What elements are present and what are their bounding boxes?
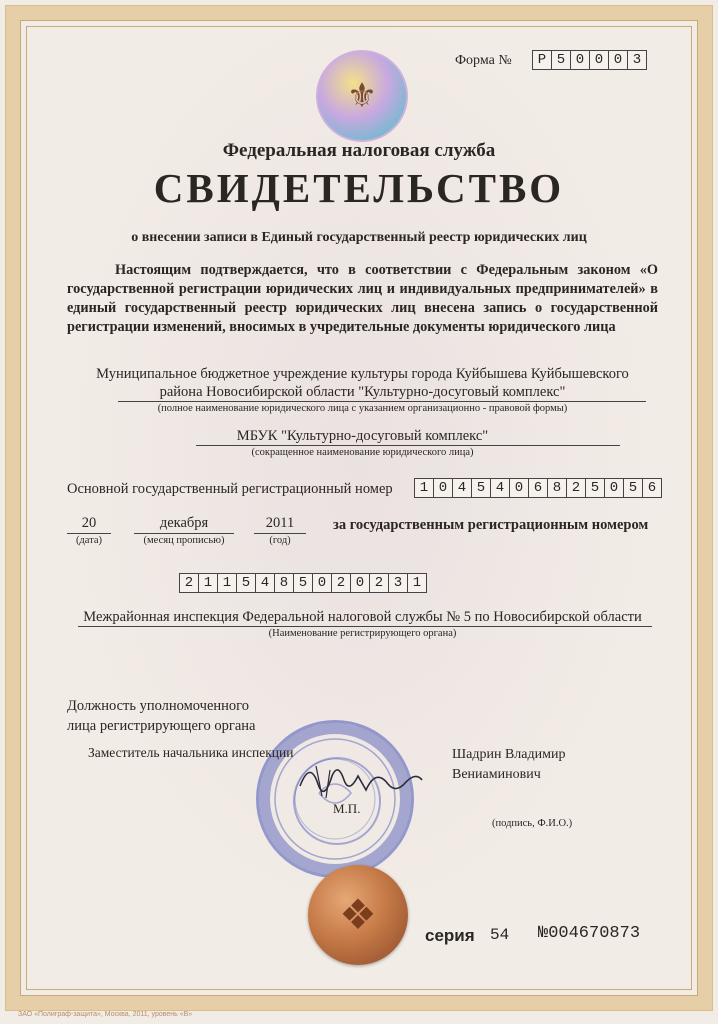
document-subtitle: о внесении записи в Единый государственный реестр юридических лиц <box>131 230 587 245</box>
ogrn-digit: 6 <box>642 478 662 498</box>
ogrn-digit: 4 <box>490 478 510 498</box>
ogrn-digit: 5 <box>471 478 491 498</box>
grn-digit: 1 <box>407 573 427 593</box>
form-code-char: 0 <box>570 50 590 70</box>
signatory-title <box>67 696 255 736</box>
ogrn-digit: 0 <box>604 478 624 498</box>
date-year: 2011 <box>265 515 295 531</box>
grn-digit: 1 <box>217 573 237 593</box>
series-number: 54 <box>490 926 510 944</box>
ogrn-digit: 0 <box>509 478 529 498</box>
ogrn-digit: 5 <box>585 478 605 498</box>
ogrn-digit: 5 <box>623 478 643 498</box>
form-code-char: 3 <box>627 50 647 70</box>
issuing-organization: Федеральная налоговая служба <box>222 140 496 161</box>
grn-digit: 0 <box>312 573 332 593</box>
signatory-name-line1: Шадрин Владимир <box>452 747 566 762</box>
signatory-title-line1: Должность уполномоченного <box>67 698 250 714</box>
form-code-char: 0 <box>608 50 628 70</box>
grn-digit: 2 <box>179 573 199 593</box>
authority-rule <box>78 626 652 627</box>
hologram-emblem-icon: ⚜ <box>316 50 408 142</box>
ogrn-digit: 2 <box>566 478 586 498</box>
full-name-line1: Муниципальное бюджетное учреждение культуры города Куйбышева Куйбышевского <box>96 366 629 382</box>
series-label: серия <box>425 926 475 945</box>
ogrn-digit: 8 <box>547 478 567 498</box>
form-code <box>533 50 647 70</box>
ogrn-digit: 6 <box>528 478 548 498</box>
date-day: 20 <box>81 515 97 531</box>
grn-label: за государственным регистрационным номером <box>333 517 649 533</box>
grn-digit: 1 <box>198 573 218 593</box>
signatory-name-line2: Вениаминович <box>452 767 541 782</box>
authority-caption: (Наименование регистрирующего органа) <box>268 628 457 639</box>
gold-seal-eagle-icon: ❖ <box>308 865 408 965</box>
grn-number <box>180 573 427 593</box>
date-month-rule <box>134 533 234 534</box>
short-name-rule <box>196 445 620 446</box>
handwritten-signature-icon <box>296 756 426 802</box>
ogrn-digit: 4 <box>452 478 472 498</box>
ogrn-digit: 1 <box>414 478 434 498</box>
grn-digit: 5 <box>236 573 256 593</box>
short-name: МБУК "Культурно-досуговый комплекс" <box>236 428 489 444</box>
date-day-rule <box>67 533 111 534</box>
form-code-char: 0 <box>589 50 609 70</box>
signatory-name <box>452 745 565 785</box>
grn-digit: 2 <box>369 573 389 593</box>
grn-digit: 5 <box>293 573 313 593</box>
date-day-caption: (дата) <box>75 535 103 546</box>
registering-authority: Межрайонная инспекция Федеральной налоговой службы № 5 по Новосибирской области <box>83 609 642 625</box>
form-code-char: Р <box>532 50 552 70</box>
signatory-position: Заместитель начальника инспекции <box>88 745 294 760</box>
full-name-rule <box>118 401 646 402</box>
date-month: декабря <box>159 515 209 531</box>
form-label: Форма № <box>455 53 512 68</box>
ogrn-digit: 0 <box>433 478 453 498</box>
grn-digit: 4 <box>255 573 275 593</box>
grn-digit: 8 <box>274 573 294 593</box>
confirmation-text: Настоящим подтверждается, что в соответствии с Федеральным законом «О государственной регистрации юридических лиц и индивидуальных предпринимателей» в единый государственный реестр юридических лиц внесена запись о государственной регистрации изменений, вносимых в учредительные документы юридического лица <box>67 262 658 335</box>
date-month-caption: (месяц прописью) <box>143 535 225 546</box>
ogrn-label: Основной государственный регистрационный номер <box>67 481 393 497</box>
full-name-line2: района Новосибирской области "Культурно-досуговый комплекс" <box>159 384 566 400</box>
grn-digit: 3 <box>388 573 408 593</box>
form-code-char: 5 <box>551 50 571 70</box>
grn-digit: 0 <box>350 573 370 593</box>
ogrn-number <box>415 478 662 498</box>
document-title: СВИДЕТЕЛЬСТВО <box>153 165 565 211</box>
short-name-caption: (сокращенное наименование юридического лица) <box>251 447 474 458</box>
full-name-caption: (полное наименование юридического лица с указанием организационно - правовой формы) <box>157 403 568 414</box>
date-year-rule <box>254 533 306 534</box>
date-year-caption: (год) <box>269 535 291 546</box>
seal-place-label: М.П. <box>333 801 361 816</box>
signatory-title-line2: лица регистрирующего органа <box>67 718 256 734</box>
printer-note: ЗАО «Полиграф-защита», Москва, 2011, уровень «В» <box>18 1011 193 1018</box>
signature-caption: (подпись, Ф.И.О.) <box>492 818 573 829</box>
certificate-number: №004670873 <box>538 924 641 943</box>
grn-digit: 2 <box>331 573 351 593</box>
